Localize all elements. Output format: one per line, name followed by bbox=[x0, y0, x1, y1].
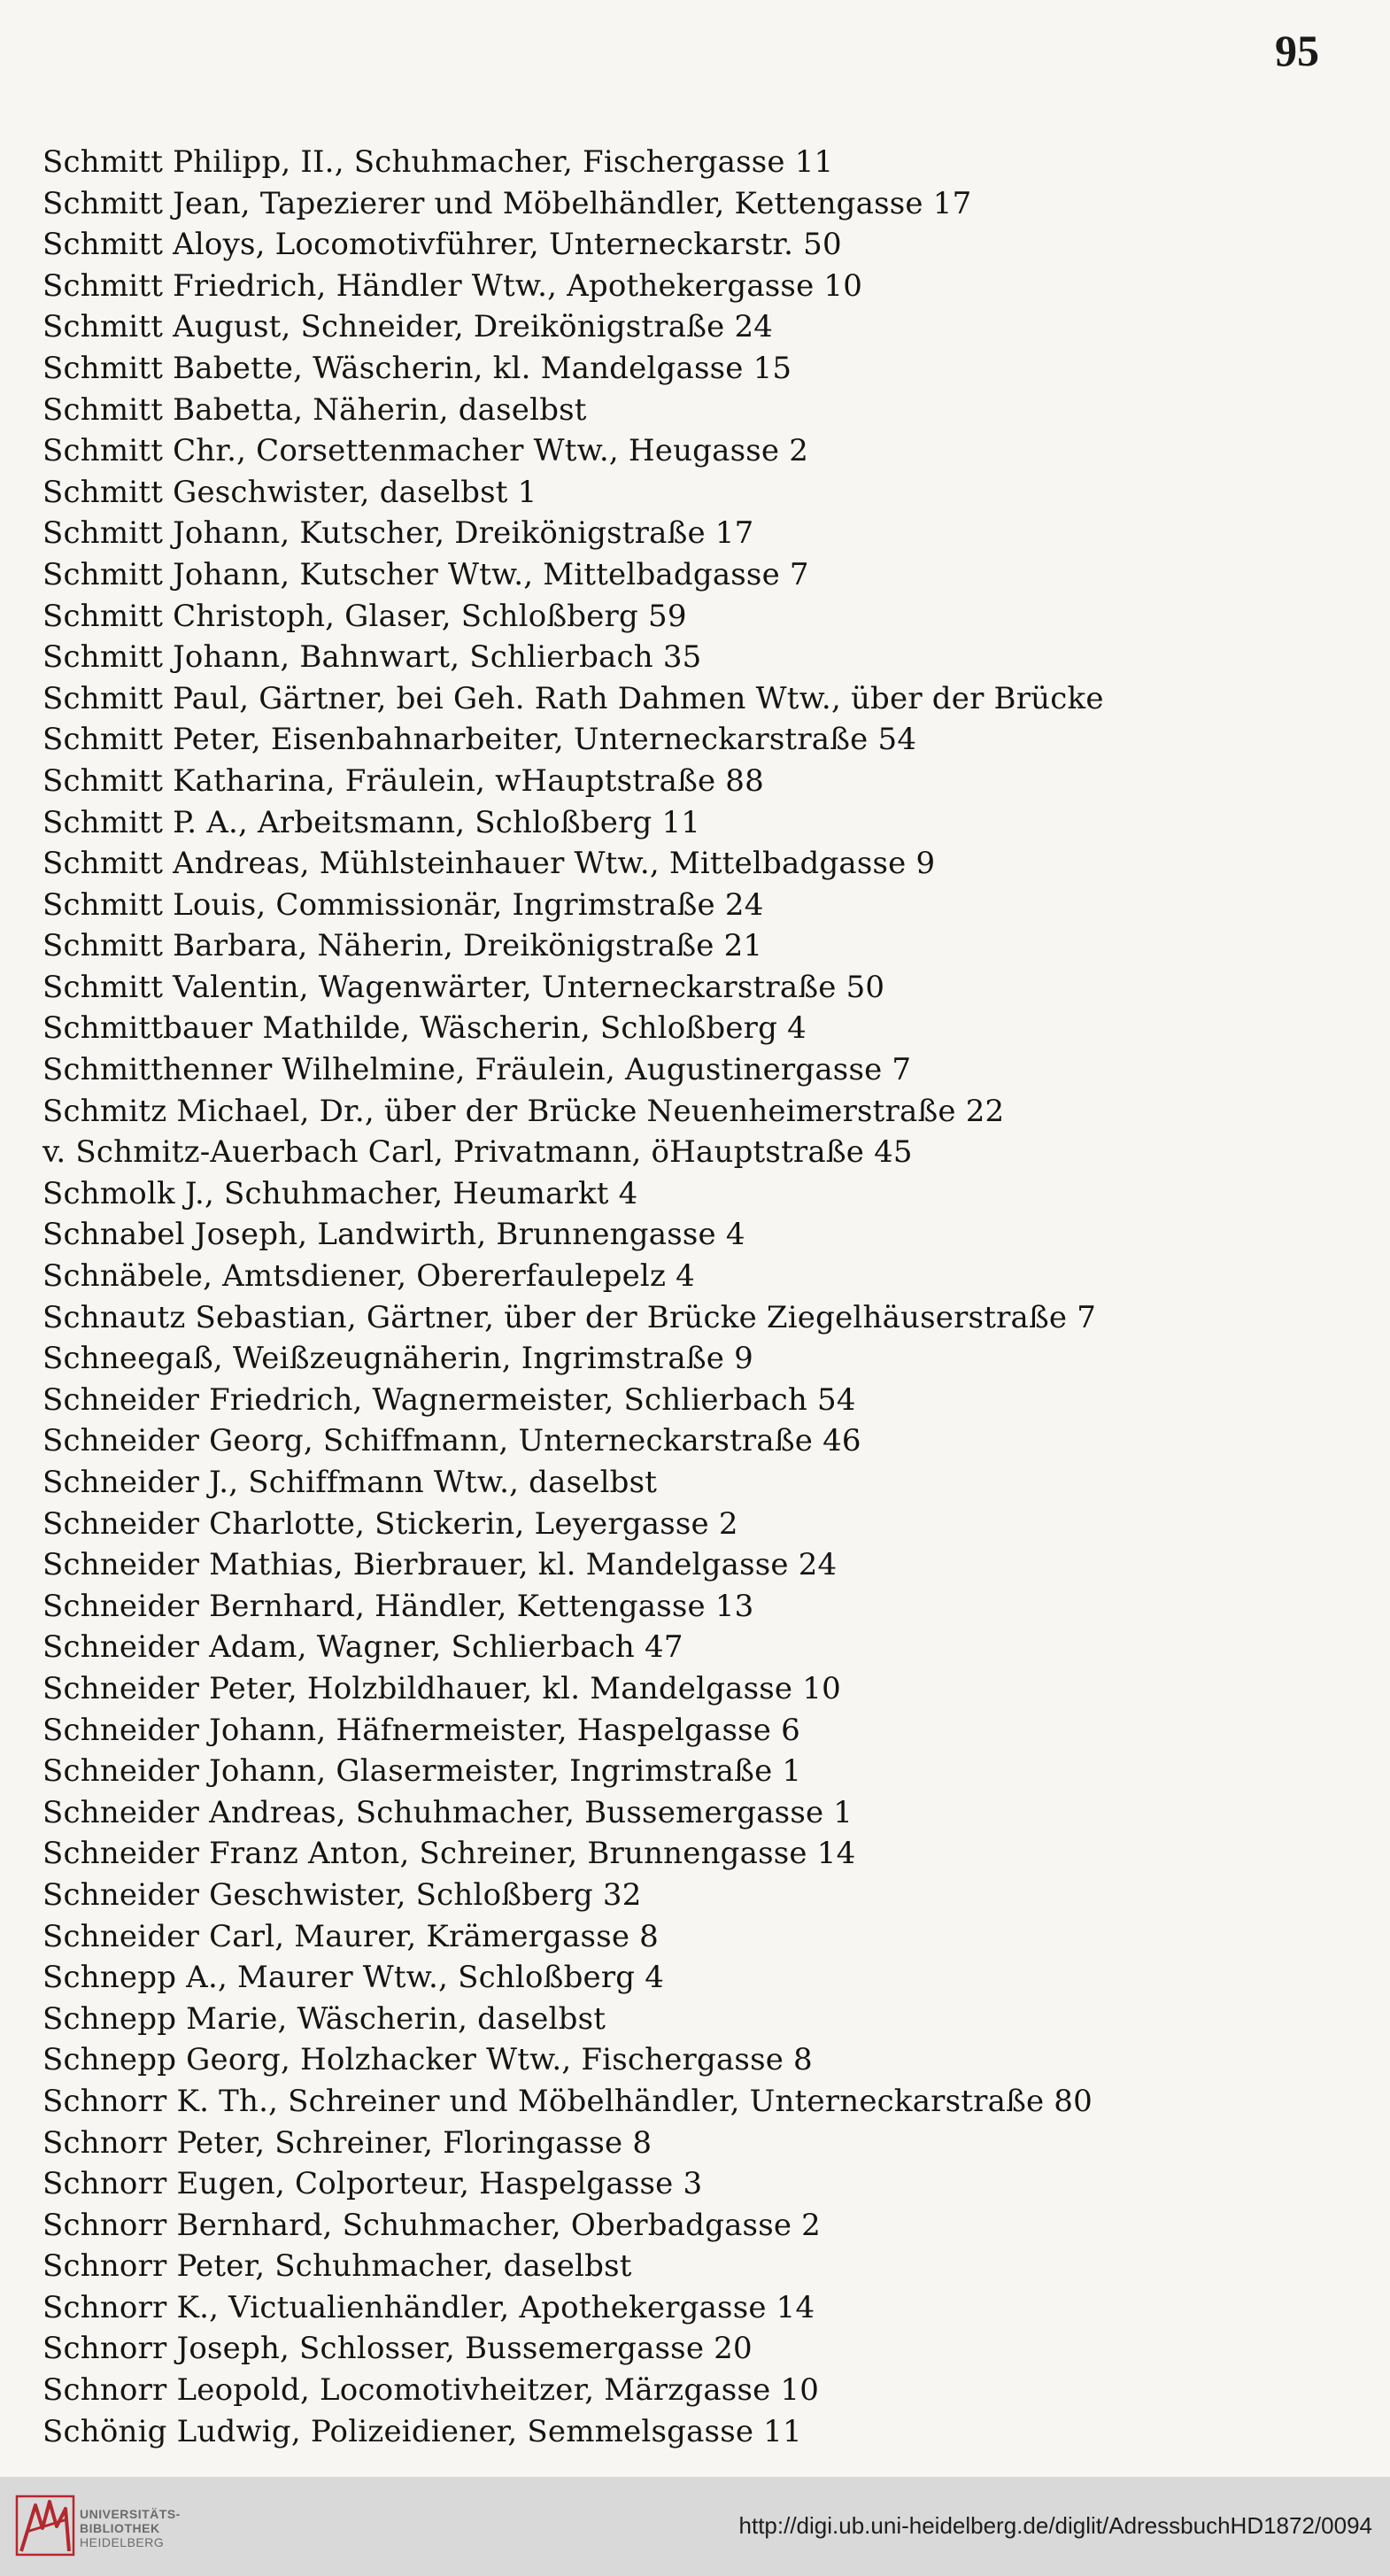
directory-entry: Schmitt Friedrich, Händler Wtw., Apothekergasse 10 bbox=[42, 267, 863, 304]
directory-entry: Schmitt Philipp, II., Schuhmacher, Fischergasse 11 bbox=[42, 144, 834, 180]
directory-entry: Schmitz Michael, Dr., über der Brücke Neuenheimerstraße 22 bbox=[42, 1093, 1005, 1129]
source-url-link[interactable]: http://digi.ub.uni-heidelberg.de/diglit/AdressbuchHD1872/0094 bbox=[738, 2512, 1372, 2539]
directory-entry: Schmitt Paul, Gärtner, bei Geh. Rath Dahmen Wtw., über der Brücke bbox=[42, 680, 1104, 716]
directory-entry: Schneider Georg, Schiffmann, Unterneckarstraße 46 bbox=[42, 1423, 861, 1459]
directory-entry: Schneider Bernhard, Händler, Kettengasse 13 bbox=[42, 1588, 754, 1624]
directory-entry: Schneider Johann, Glasermeister, Ingrimstraße 1 bbox=[42, 1753, 802, 1790]
directory-entry: Schmitt Johann, Kutscher, Dreikönigstraße 17 bbox=[42, 515, 754, 552]
directory-entry: Schmitt Jean, Tapezierer und Möbelhändler, Kettengasse 17 bbox=[42, 185, 972, 221]
directory-entry: Schneider Peter, Holzbildhauer, kl. Mandelgasse 10 bbox=[42, 1670, 841, 1706]
directory-entry: v. Schmitz-Auerbach Carl, Privatmann, öHauptstraße 45 bbox=[42, 1134, 913, 1171]
directory-entry: Schnorr Joseph, Schlosser, Bussemergasse 20 bbox=[42, 2331, 753, 2367]
directory-entry: Schnepp Marie, Wäscherin, daselbst bbox=[42, 2000, 606, 2037]
directory-entry: Schnabel Joseph, Landwirth, Brunnengasse 4 bbox=[42, 1217, 745, 1253]
directory-entry: Schneider Charlotte, Stickerin, Leyergasse 2 bbox=[42, 1505, 738, 1542]
directory-entry: Schmitt Peter, Eisenbahnarbeiter, Unterneckarstraße 54 bbox=[42, 722, 917, 758]
directory-entry: Schmitt Aloys, Locomotivführer, Unterneckarstr. 50 bbox=[42, 227, 842, 263]
directory-entry: Schnorr K., Victualienhändler, Apothekergasse 14 bbox=[42, 2289, 815, 2325]
directory-entry: Schnorr Eugen, Colporteur, Haspelgasse 3 bbox=[42, 2166, 703, 2202]
directory-entry: Schnepp A., Maurer Wtw., Schloßberg 4 bbox=[42, 1960, 665, 1996]
directory-entry: Schmitt Andreas, Mühlsteinhauer Wtw., Mittelbadgasse 9 bbox=[42, 846, 936, 882]
directory-entry: Schmitt P. A., Arbeitsmann, Schloßberg 11 bbox=[42, 804, 701, 840]
directory-entry: Schnorr Peter, Schuhmacher, daselbst bbox=[42, 2248, 632, 2285]
directory-entry: Schmitt Barbara, Näherin, Dreikönigstraße 21 bbox=[42, 928, 763, 964]
directory-entry: Schmitt Johann, Bahnwart, Schlierbach 35 bbox=[42, 639, 702, 676]
directory-entry: Schmitt Geschwister, daselbst 1 bbox=[42, 474, 537, 510]
ub-heidelberg-logo-icon bbox=[14, 2493, 80, 2558]
page-number: 95 bbox=[1275, 26, 1319, 75]
directory-entry: Schnorr Peter, Schreiner, Floringasse 8 bbox=[42, 2124, 653, 2161]
directory-entry: Schmitt Valentin, Wagenwärter, Unterneckarstraße 50 bbox=[42, 969, 885, 1005]
directory-entry: Schneider Franz Anton, Schreiner, Brunnengasse 14 bbox=[42, 1836, 856, 1872]
directory-entry: Schmitt Johann, Kutscher Wtw., Mittelbadgasse 7 bbox=[42, 556, 809, 592]
library-name-line-2: BIBLIOTHEK bbox=[80, 2521, 160, 2535]
library-name-line-1: UNIVERSITÄTS- bbox=[80, 2507, 181, 2521]
directory-entry: Schneider Friedrich, Wagnermeister, Schlierbach 54 bbox=[42, 1381, 856, 1418]
directory-entry: Schneider Carl, Maurer, Krämergasse 8 bbox=[42, 1918, 660, 1954]
address-entry-list bbox=[42, 142, 1353, 2452]
library-name bbox=[80, 2507, 181, 2549]
directory-entry: Schnorr Leopold, Locomotivheitzer, Märzgasse 10 bbox=[42, 2372, 820, 2409]
directory-entry: Schneider Adam, Wagner, Schlierbach 47 bbox=[42, 1629, 683, 1666]
directory-entry: Schönig Ludwig, Polizeidiener, Semmelsgasse 11 bbox=[42, 2413, 802, 2449]
directory-entry: Schmitt Louis, Commissionär, Ingrimstraße 24 bbox=[42, 886, 764, 923]
directory-entry: Schneegaß, Weißzeugnäherin, Ingrimstraße 9 bbox=[42, 1341, 753, 1377]
directory-entry: Schneider Geschwister, Schloßberg 32 bbox=[42, 1876, 642, 1913]
directory-entry: Schneider Johann, Häfnermeister, Haspelgasse 6 bbox=[42, 1712, 800, 1748]
directory-entry: Schmitt August, Schneider, Dreikönigstraße 24 bbox=[42, 309, 774, 345]
directory-entry: Schmitt Katharina, Fräulein, wHauptstraße 88 bbox=[42, 762, 764, 799]
directory-entry: Schneider Mathias, Bierbrauer, kl. Mandelgasse 24 bbox=[42, 1547, 838, 1583]
directory-entry: Schmolk J., Schuhmacher, Heumarkt 4 bbox=[42, 1175, 638, 1211]
directory-entry: Schmitthenner Wilhelmine, Fräulein, Augustinergasse 7 bbox=[42, 1052, 912, 1088]
directory-entry: Schmitt Babetta, Näherin, daselbst bbox=[42, 391, 587, 428]
library-name-line-3: HEIDELBERG bbox=[80, 2535, 165, 2549]
directory-entry: Schneider J., Schiffmann Wtw., daselbst bbox=[42, 1465, 658, 1500]
directory-entry: Schnepp Georg, Holzhacker Wtw., Fischergasse 8 bbox=[42, 2042, 813, 2078]
footer-bar bbox=[0, 2477, 1390, 2576]
directory-entry: Schmitt Christoph, Glaser, Schloßberg 59 bbox=[42, 598, 687, 634]
directory-entry: Schmitt Babette, Wäscherin, kl. Mandelgasse 15 bbox=[42, 350, 792, 386]
directory-entry: Schnäbele, Amtsdiener, Obererfaulepelz 4 bbox=[42, 1258, 695, 1295]
directory-entry: Schnorr K. Th., Schreiner und Möbelhändler, Unterneckarstraße 80 bbox=[42, 2083, 1093, 2119]
directory-entry: Schneider Andreas, Schuhmacher, Bussemergasse 1 bbox=[42, 1794, 853, 1830]
directory-entry: Schmittbauer Mathilde, Wäscherin, Schloßberg 4 bbox=[42, 1010, 807, 1047]
directory-entry: Schnorr Bernhard, Schuhmacher, Oberbadgasse 2 bbox=[42, 2207, 822, 2243]
directory-entry: Schmitt Chr., Corsettenmacher Wtw., Heugasse 2 bbox=[42, 433, 809, 469]
directory-entry: Schnautz Sebastian, Gärtner, über der Brücke Ziegelhäuserstraße 7 bbox=[42, 1299, 1097, 1335]
